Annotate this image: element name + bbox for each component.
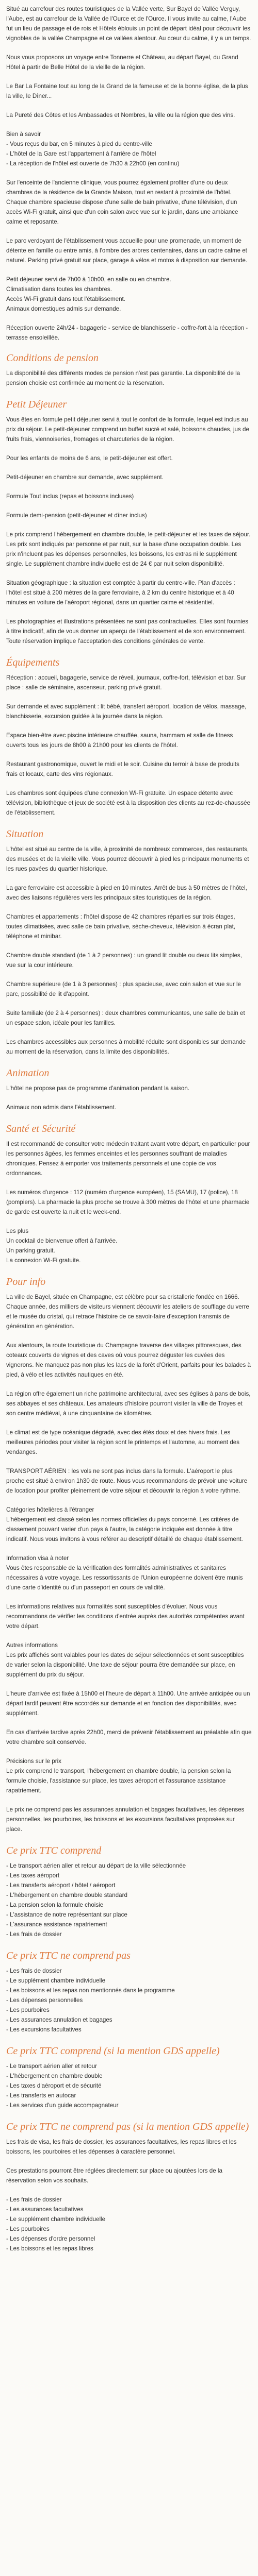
les-plus-line: La connexion Wi-Fi gratuite. — [6, 1257, 81, 1264]
petit-dejeuner-paragraph: Vous êtes en formule petit déjeuner servi à tout le confort de la formule, lequel est inclus au prix du séjour. Le petit-déjeuner comprend un buffet sucré et salé, boissons chaudes, jus de fruits frais, viennoiseries, fromages et charcuteries de la région. — [6, 416, 249, 443]
bien-line: - La réception de l'hôtel est ouverte de 7h30 à 22h00 (en continu) — [6, 160, 180, 167]
conditions-paragraph: La disponibilité des différents modes de pension n'est pas garantie. La disponibilité de la pension choisie est confirmée au moment de la réservation. — [6, 370, 240, 386]
precisions-heading: Précisions sur le prix — [6, 1758, 61, 1765]
pour-info-heading: Pour info — [6, 1276, 46, 1287]
animation-paragraph: L'hôtel ne propose pas de programme d'animation pendant la saison. — [6, 1085, 190, 1092]
service-line: Accès Wi-Fi gratuit dans tout l'établissement. — [6, 296, 125, 302]
mention-paragraph: Situation géographique : la situation est comptée à partir du centre-ville. Plan d'accès : l'hôtel est situé à 200 mètres de la gare ferroviaire, à 2 km du centre historique et à 40 minutes en voiture de l'aéroport régional, dans un quartier calme et résidentiel. — [6, 580, 235, 606]
prix-item: - Les frais de dossier — [6, 1931, 62, 1938]
final-list — [6, 2195, 252, 2253]
prix-excl-item: - Les boissons et les repas non mentionnés dans le programme — [6, 1987, 175, 1994]
mention-paragraph: Le prix comprend l'hébergement en chambre double, le petit-déjeuner et les taxes de séjour. Les prix sont indiqués par personne et par nuit, sur la base d'une occupation double. Les prix n'incluent pas les dépenses personnelles, les boissons, les extras ni le supplément single. Le supplément chambre individuelle est de 24 € par nuit selon disponibilité. — [6, 531, 251, 567]
pour-info-paragraph: La ville de Bayel, située en Champagne, est célèbre pour sa cristallerie fondée en 1666. Chaque année, des milliers de visiteurs viennent découvrir les ateliers de soufflage du verre et le musée du cristal, qui retrace l'histoire de ce savoir-faire d'exception transmis de génération en génération. — [6, 1294, 249, 1330]
pour-info-paragraph: Aux alentours, la route touristique du Champagne traverse des villages pittoresques, des coteaux couverts de vignes et des caves où vous pourrez déguster les cuvées des vignerons. Ne manquez pas non plus les lacs de la forêt d'Orient, parfaits pour les balades à pied, à vélo et les activités nautiques en été. — [6, 1342, 251, 1378]
information-paragraph: Les informations relatives aux formalités sont susceptibles d'évoluer. Nous vous recommandons de vérifier les conditions d'entrée auprès des autorités compétentes avant votre départ. — [6, 1603, 245, 1630]
prix-item: - La pension selon la formule choisie — [6, 1902, 104, 1908]
bien-heading: Bien à savoir — [6, 131, 41, 138]
equipements-paragraph: Sur demande et avec supplément : lit bébé, transfert aéroport, location de vélos, massage, blanchisserie, excursion guidée à la journée dans la région. — [6, 703, 247, 720]
prix-gds-list — [6, 2061, 252, 2110]
prix-gds-exclus-heading: Ce prix TTC ne comprend pas (si la mention GDS appelle) — [6, 2121, 249, 2132]
prix-comprend-heading: Ce prix TTC comprend — [6, 1845, 102, 1856]
services-end-paragraph: Réception ouverte 24h/24 - bagagerie - service de blanchisserie - coffre-fort à la réception - terrasse ensoleillée. — [6, 325, 248, 341]
les-plus-line: Un cocktail de bienvenue offert à l'arrivée. — [6, 1238, 118, 1244]
chambres-paragraph: Suite familiale (de 2 à 4 personnes) : deux chambres communicantes, une salle de bain et un espace salon, idéale pour les familles. — [6, 1010, 245, 1026]
autres-paragraph: Les prix affichés sont valables pour les dates de séjour sélectionnées et sont susceptibles de varier selon la disponibilité. Une taxe de séjour pourra être demandée sur place, en supplément du prix du séjour. — [6, 1652, 244, 1678]
petit-dejeuner-heading: Petit Déjeuner — [6, 399, 67, 410]
information-heading: Information visa à noter — [6, 1555, 69, 1562]
prix-comprend-list — [6, 1861, 252, 1939]
equipements-heading: Équipements — [6, 657, 60, 668]
sante-paragraph: Les numéros d'urgence : 112 (numéro d'urgence européen), 15 (SAMU), 17 (police), 18 (pompiers). La pharmacie la plus proche se trouve à 300 mètres de l'hôtel et une pharmacie de garde est ouverte la nuit et le week-end. — [6, 1189, 250, 1215]
pour-info-paragraph: TRANSPORT AÉRIEN : les vols ne sont pas inclus dans la formule. L'aéroport le plus proche est situé à environ 1h30 de route. Nous vous recommandons de prévoir une voiture de location pour profiter pleinement de votre séjour et découvrir la région à votre rythme. — [6, 1468, 248, 1494]
autres-heading: Autres informations — [6, 1642, 58, 1649]
intro-section — [6, 4, 252, 120]
final-item: - Les frais de dossier — [6, 2196, 62, 2203]
sante-securite-heading: Santé et Sécurité — [6, 1123, 76, 1134]
prix-gds-item: - Les transferts en autocar — [6, 2092, 76, 2099]
petit-dejeuner-paragraph: Petit-déjeuner en chambre sur demande, avec supplément. — [6, 474, 164, 481]
prix-ne-comprend-pas-heading: Ce prix TTC ne comprend pas — [6, 1950, 131, 1961]
maison-paragraph: Sur l'enceinte de l'ancienne clinique, vous pourrez également profiter d'une ou deux chambres de la résidence de la Grande Maison, tout en restant à proximité de l'hôtel. Chaque chambre spacieuse dispose d'une salle de bain privative, d'une télévision, d'un accès Wi-Fi gratuit, ainsi que d'un coin salon avec vue sur le jardin, dans une ambiance calme et reposante. — [6, 179, 238, 225]
prix-item: - Les taxes aéroport — [6, 1872, 60, 1879]
bien-line: - Vous reçus du bar, en 5 minutes à pied du centre-ville — [6, 141, 152, 147]
service-line: Climatisation dans toutes les chambres. — [6, 286, 112, 293]
equipements-paragraph: Restaurant gastronomique, ouvert le midi et le soir. Cuisine du terroir à base de produits frais et locaux, carte des vins régionaux. — [6, 761, 239, 777]
situation-heading: Situation — [6, 828, 44, 840]
precisions-paragraph: Le prix ne comprend pas les assurances annulation et bagages facultatives, les dépenses personnelles, les pourboires, les boissons et les excursions facultatives proposées sur place. — [6, 1806, 245, 1833]
intro-paragraph: Situé au carrefour des routes touristiques de la Vallée verte, Sur Bayel de Vallée Verguy, l'Aube, est au carrefour de la Vallée de l'Ource et de l'Ource. Il vous invite au calme, l'Aube fut un lieu de passage et de rois et Hôtels éblouis un point de départ idéal pour découvrir les vignobles de la vallée Champagne et ce vallées alentour. Au cœur du calme, il y a un temps. — [6, 6, 251, 42]
precisions-paragraph: Le prix comprend le transport, l'hébergement en chambre double, la pension selon la formule choisie, l'assistance sur place, les taxes aéroport et l'assurance assistance rapatriement. — [6, 1768, 231, 1794]
formule-line: Formule Tout inclus (repas et boissons incluses) — [6, 493, 134, 500]
prix-excl-item: - Les excursions facultatives — [6, 2026, 82, 2033]
categories-paragraph: L'hébergement est classé selon les normes officielles du pays concerné. Les critères de classement pouvant varier d'un pays à l'autre, la catégorie indiquée est donnée à titre indicatif. Nous vous invitons à vous référer au descriptif détaillé de chaque établissement. — [6, 1516, 243, 1543]
chambres-paragraph: Chambres et appartements : l'hôtel dispose de 42 chambres réparties sur trois étages, toutes climatisées, avec salle de bain privative, sèche-cheveux, télévision à écran plat, téléphone et minibar. — [6, 913, 236, 940]
prix-excl-item: - Les assurances annulation et bagages — [6, 2016, 112, 2023]
pour-info-paragraph: La région offre également un riche patrimoine architectural, avec ses églises à pans de bois, ses abbayes et ses châteaux. Les amateurs d'histoire pourront visiter la ville de Troyes et son centre médiéval, à une cinquantaine de kilomètres. — [6, 1391, 251, 1417]
equipements-paragraph: Réception : accueil, bagagerie, service de réveil, journaux, coffre-fort, télévision et bar. Sur place : salle de séminaire, ascenseur, parking privé gratuit. — [6, 674, 246, 691]
maison-paragraph: Le parc verdoyant de l'établissement vous accueille pour une promenade, un moment de détente en famille ou entre amis, à l'ombre des arbres centenaires, dans un cadre calme et naturel. Parking privé gratuit sur place, garage à vélos et motos à disposition sur demande. — [6, 238, 248, 264]
mention-paragraph: Les photographies et illustrations présentées ne sont pas contractuelles. Elles sont fournies à titre indicatif, afin de vous donner un aperçu de l'établissement et de son environnement. Toute réservation implique l'acceptation des conditions générales de vente. — [6, 618, 249, 645]
les-plus-line: Un parking gratuit. — [6, 1247, 55, 1254]
equipements-paragraph: Espace bien-être avec piscine intérieure chauffée, sauna, hammam et salle de fitness ouverts tous les jours de 8h00 à 21h00 pour les clients de l'hôtel. — [6, 732, 233, 749]
les-plus-heading: Les plus — [6, 1228, 29, 1234]
prix-item: - Le transport aérien aller et retour au départ de la ville sélectionnée — [6, 1862, 186, 1869]
conditions-heading: Conditions de pension — [6, 352, 99, 364]
autres-paragraph: En cas d'arrivée tardive après 22h00, merci de prévenir l'établissement au préalable afin que votre chambre soit conservée. — [6, 1729, 252, 1745]
bien-a-savoir-block — [6, 129, 252, 168]
final-item: - Les assurances facultatives — [6, 2206, 84, 2213]
information-paragraph: Vous êtes responsable de la vérification des formalités administratives et sanitaires nécessaires à votre voyage. Les ressortissants de l'Union européenne doivent être munis d'une carte d'identité ou d'un passeport en cours de validité. — [6, 1565, 243, 1591]
les-plus-block — [6, 1226, 252, 1265]
intro-paragraph: La Pureté des Côtes et les Ambassades et Nombres, la ville ou la région que des vins. — [6, 112, 235, 118]
petit-dejeuner-paragraph: Pour les enfants de moins de 6 ans, le petit-déjeuner est offert. — [6, 455, 173, 462]
prix-gds-item: - Les taxes d'aéroport et de sécurité — [6, 2082, 102, 2089]
animation-heading: Animation — [6, 1067, 50, 1079]
formule-line: Formule demi-pension (petit-déjeuner et dîner inclus) — [6, 512, 147, 519]
prix-gds-item: - Les services d'un guide accompagnateur — [6, 2102, 119, 2109]
prix-gds-heading: Ce prix TTC comprend (si la mention GDS appelle) — [6, 2045, 220, 2057]
chambres-paragraph: Chambre double standard (de 1 à 2 personnes) : un grand lit double ou deux lits simples, vue sur la cour intérieure. — [6, 952, 242, 969]
final-item: - Les pourboires — [6, 2226, 50, 2232]
chambres-paragraph: Les chambres accessibles aux personnes à mobilité réduite sont disponibles sur demande au moment de la réservation, dans la limite des disponibilités. — [6, 1039, 246, 1055]
categories-heading: Catégories hôtelières à l'étranger — [6, 1506, 94, 1513]
services-block — [6, 275, 252, 314]
prix-item: - L'assistance de notre représentant sur place — [6, 1911, 127, 1918]
prix-excl-item: - Le supplément chambre individuelle — [6, 1977, 106, 1984]
prix-ne-comprend-pas-list — [6, 1966, 252, 2035]
final-paragraph: Les frais de visa, les frais de dossier, les assurances facultatives, les repas libres et les boissons, les pourboires et les dépenses à caractère personnel. — [6, 2139, 237, 2155]
intro-paragraph: Nous vous proposons un voyage entre Tonnerre et Château, au départ Bayel, du Grand Hôtel à partir de Belle Hôtel de la vieille de la région. — [6, 54, 238, 71]
prix-item: - L'assurance assistance rapatriement — [6, 1921, 107, 1928]
prix-excl-item: - Les dépenses personnelles — [6, 1997, 83, 2004]
prix-excl-item: - Les frais de dossier — [6, 1968, 62, 1974]
chambres-paragraph: Chambre supérieure (de 1 à 3 personnes) : plus spacieuse, avec coin salon et vue sur le parc, possibilité de lit d'appoint. — [6, 981, 241, 997]
wifi-paragraph: Les chambres sont équipées d'une connexion Wi-Fi gratuite. Un espace détente avec télévision, bibliothèque et jeux de société est à la disposition des clients au rez-de-chaussée de l'établissement. — [6, 790, 251, 816]
final-item: - Le supplément chambre individuelle — [6, 2216, 106, 2223]
pour-info-paragraph: Le climat est de type océanique dégradé, avec des étés doux et des hivers frais. Les meilleures périodes pour visiter la région sont le printemps et l'automne, au moment des vendanges. — [6, 1429, 240, 1455]
final-paragraph: Ces prestations pourront être réglées directement sur place ou ajoutées lors de la réservation selon vos souhaits. — [6, 2167, 222, 2184]
bien-line: - L'hôtel de la Gare est l'appartement à l'arrière de l'hôtel — [6, 150, 156, 157]
final-item: - Les dépenses d'ordre personnel — [6, 2235, 95, 2242]
sante-paragraph: Il est recommandé de consulter votre médecin traitant avant votre départ, en particulier pour les personnes âgées, les femmes enceintes et les personnes souffrant de maladies chroniques. Pensez à emporter vos traitements personnels et une copie de vos ordonnances. — [6, 1141, 250, 1177]
service-line: Petit déjeuner servi de 7h00 à 10h00, en salle ou en chambre. — [6, 276, 171, 283]
prix-gds-item: - L'hébergement en chambre double — [6, 2073, 103, 2079]
prix-excl-item: - Les pourboires — [6, 2007, 50, 2013]
autres-paragraph: L'heure d'arrivée est fixée à 15h00 et l'heure de départ à 11h00. Une arrivée anticipée ou un départ tardif peuvent être accordés sur demande et en fonction des disponibilités, avec supplément. — [6, 1690, 250, 1717]
service-line: Animaux domestiques admis sur demande. — [6, 306, 121, 312]
prix-item: - L'hébergement en chambre double standard — [6, 1892, 127, 1899]
prix-item: - Les transferts aéroport / hôtel / aéroport — [6, 1882, 116, 1889]
situation-paragraph: L'hôtel est situé au centre de la ville, à proximité de nombreux commerces, des restaurants, des musées et de la vieille ville. Vous pourrez découvrir à pied les principaux monuments et les rues pavées du quartier historique. — [6, 846, 249, 872]
prix-gds-item: - Le transport aérien aller et retour — [6, 2063, 97, 2070]
intro-paragraph: Le Bar La Fontaine tout au long de la Grand de la fameuse et de la bonne église, de la plus la ville, le Dîner... — [6, 83, 248, 99]
final-item: - Les boissons et les repas libres — [6, 2245, 93, 2252]
hotel-note: Animaux non admis dans l'établissement. — [6, 1104, 116, 1111]
situation-paragraph: La gare ferroviaire est accessible à pied en 10 minutes. Arrêt de bus à 50 mètres de l'hôtel, avec des liaisons régulières vers les principaux sites touristiques de la région. — [6, 885, 247, 901]
